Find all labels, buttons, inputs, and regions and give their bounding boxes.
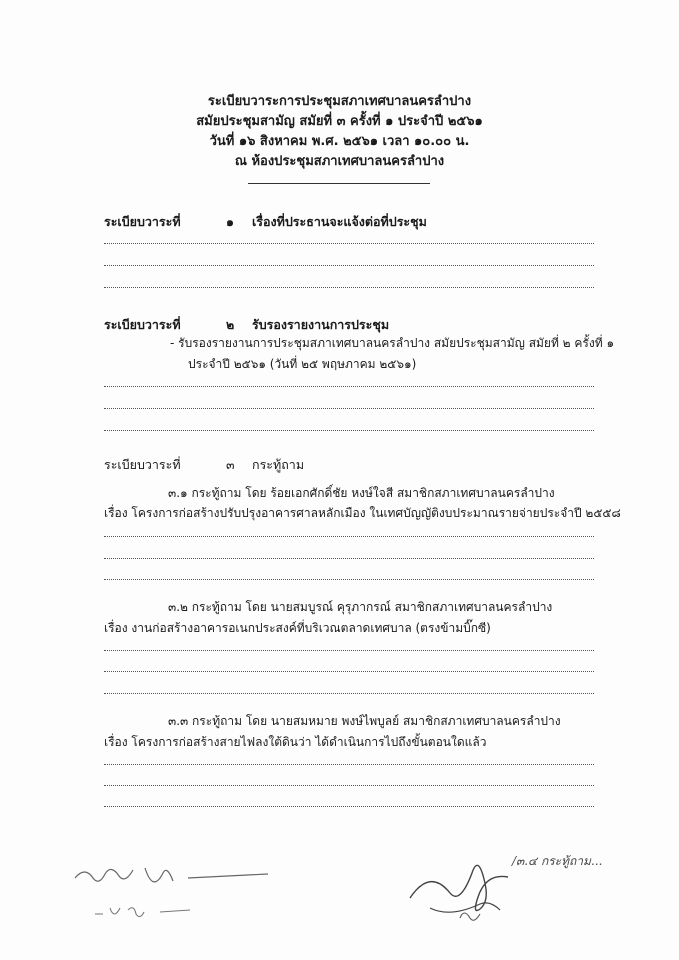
header-session: สมัยประชุมสามัญ สมัยที่ ๓ ครั้งที่ ๑ ประจำปี ๒๕๖๑ xyxy=(196,114,483,129)
dotted-line xyxy=(104,806,594,807)
agenda-label: ระเบียบวาระที่ xyxy=(104,214,181,229)
signature-image xyxy=(400,848,530,926)
agenda-number: ๒ xyxy=(226,317,235,332)
question-3-line2: เรื่อง โครงการก่อสร้างสายไฟลงใต้ดินว่า ได้ดำเนินการไปถึงขั้นตอนใดแล้ว xyxy=(104,735,487,749)
header-title: ระเบียบวาระการประชุมสภาเทศบาลนครลำปาง xyxy=(207,94,472,109)
agenda-number: ๑ xyxy=(226,214,234,229)
header-venue: ณ ห้องประชุมสภาเทศบาลนครลำปาง xyxy=(234,154,445,169)
question-3-line1: ๓.๓ กระทู้ถาม โดย นายสมหมาย พงษ์ไพบูลย์ สมาชิกสภาเทศบาลนครลำปาง xyxy=(168,714,561,728)
agenda-2-detail-line2: ประจำปี ๒๕๖๑ (วันที่ ๒๕ พฤษภาคม ๒๕๖๑) xyxy=(188,357,417,371)
question-2-line1: ๓.๒ กระทู้ถาม โดย นายสมบูรณ์ คุรุภากรณ์ สมาชิกสภาเทศบาลนครลำปาง xyxy=(168,600,553,614)
dotted-line xyxy=(104,558,594,559)
agenda-number: ๓ xyxy=(226,457,235,472)
dotted-line xyxy=(104,693,594,694)
header-underline xyxy=(248,183,430,184)
dotted-line xyxy=(104,671,594,672)
dotted-line xyxy=(104,430,594,431)
agenda-2-detail-line1: - รับรองรายงานการประชุมสภาเทศบาลนครลำปาง สมัยประชุมสามัญ สมัยที่ ๒ ครั้งที่ ๑ xyxy=(170,336,615,350)
dotted-line xyxy=(104,386,594,387)
question-1-line1: ๓.๑ กระทู้ถาม โดย ร้อยเอกศักดิ์ชัย หงษ์ใจสี สมาชิกสภาเทศบาลนครลำปาง xyxy=(168,486,555,500)
handwritten-received-note xyxy=(70,848,270,928)
dotted-line xyxy=(104,764,594,765)
dotted-line xyxy=(104,785,594,786)
dotted-line xyxy=(104,243,594,244)
document-header xyxy=(0,92,679,172)
agenda-title: เรื่องที่ประธานจะแจ้งต่อที่ประชุม xyxy=(252,214,427,229)
dotted-line xyxy=(104,579,594,580)
dotted-line xyxy=(104,265,594,266)
question-1-line2: เรื่อง โครงการก่อสร้างปรับปรุงอาคารศาลหลักเมือง ในเทศบัญญัติงบประมาณรายจ่ายประจำปี ๒๕๕๘ xyxy=(104,506,621,520)
dotted-line xyxy=(104,287,594,288)
dotted-line xyxy=(104,408,594,409)
agenda-label: ระเบียบวาระที่ xyxy=(104,457,181,472)
agenda-2-heading xyxy=(104,315,389,335)
dotted-line xyxy=(104,536,594,537)
agenda-title: กระทู้ถาม xyxy=(252,457,305,472)
header-date-time: วันที่ ๑๖ สิงหาคม พ.ศ. ๒๕๖๑ เวลา ๑๐.๐๐ น. xyxy=(209,134,470,149)
agenda-title: รับรองรายงานการประชุม xyxy=(252,317,390,332)
agenda-label: ระเบียบวาระที่ xyxy=(104,317,181,332)
dotted-line xyxy=(104,650,594,651)
question-2-line2: เรื่อง งานก่อสร้างอาคารอเนกประสงค์ที่บริเวณตลาดเทศบาล (ตรงข้ามบิ๊กซี) xyxy=(104,621,491,635)
agenda-1-heading xyxy=(104,212,427,232)
agenda-3-heading xyxy=(104,455,304,475)
next-page-continuation: /๓.๔ กระทู้ถาม... xyxy=(512,854,603,868)
